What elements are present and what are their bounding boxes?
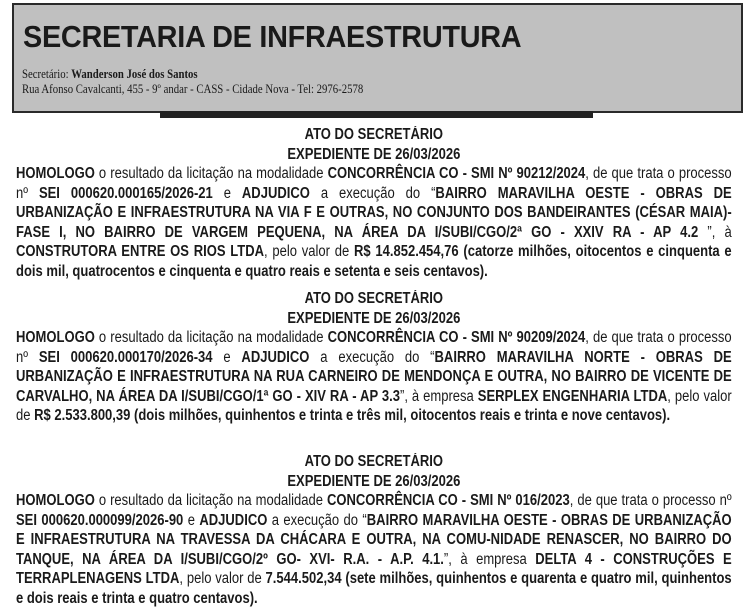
bold-text: SEI 000620.000099/2026-90 (16, 511, 184, 529)
bold-text: HOMOLOGO (16, 329, 95, 346)
text: , de que trata o processo nº (16, 329, 732, 366)
act-date: EXPEDIENTE DE 26/03/2026 (287, 472, 461, 490)
bold-text: CONCORRÊNCIA CO - SMI Nº 90212/2024 (327, 165, 586, 182)
act-body (16, 491, 732, 608)
bold-text: ADJUDICO (199, 511, 268, 529)
bold-text: SERPLEX ENGENHARIA LTDA (477, 387, 668, 405)
bold-text: BAIRRO MARAVILHA NORTE - OBRAS DE URBANIZAÇÃO E INFRAESTRUTURA NA RUA CARNEIRO DE MENDONÇA E OUTRA, NO BAIRRO DE VICENTE DE CARVALHO, NA ÁREA DA I/SUBI/CGO/1ª GO - XIV RA - AP 3.3 (16, 348, 732, 405)
text: , de que trata o processo nº (569, 492, 732, 509)
text: ”, à (698, 223, 732, 241)
text: a execução do “ (309, 184, 436, 202)
text: a execução do “ (309, 348, 435, 366)
text: o resultado da licitação na modalidade (94, 492, 327, 509)
bold-text: BAIRRO MARAVILHA OESTE - OBRAS DE URBANIZAÇÃO E INFRAESTRUTURA NA VIA F E OUTRAS, NO CONJUNTO DOS BANDEIRANTES (CÉSAR MAIA)- FASE I, NO BAIRRO DE VARGEM PEQUENA, NA ÁREA DA I/SUBI/CGO/2ª GO - XXIV RA - AP 4.2 (16, 184, 732, 241)
act-section (16, 125, 732, 281)
act-section (16, 289, 732, 426)
bold-text: DELTA 4 - CONSTRUÇÕES E TERRAPLENAGENS LTDA (16, 550, 732, 587)
bold-text: SEI 000620.000165/2026-21 (38, 184, 213, 202)
secretary-line (22, 67, 363, 82)
text: , de que trata o processo nº (16, 165, 732, 202)
address: Rua Afonso Cavalcanti, 455 - 9º andar - CASS - Cidade Nova - Tel: 2976-2578 (22, 82, 364, 96)
header-meta (22, 67, 363, 97)
text: e (212, 348, 242, 366)
text: o resultado da licitação na modalidade (94, 329, 328, 346)
secretary-name: Wanderson José dos Santos (71, 67, 198, 81)
bold-text: BAIRRO MARAVILHA OESTE - OBRAS DE URBANIZAÇÃO E INFRAESTRUTURA NA TRAVESSA DA CHÁCARA E OUTRA, NA COMU-NIDADE RENASCER, NO BAIRRO DO TANQUE, NA ÁREA DA I/SUBI/CGO/2º GO- XVI- R.A. - A.P. 4.1. (16, 511, 732, 568)
text: , pelo valor de (179, 570, 266, 587)
bold-text: R$ 14.852.454,76 (catorze milhões, oitocentos e cinquenta e dois mil, quatrocentos e cinquenta e quatro reais e setenta e seis centavos). (16, 243, 732, 280)
act-heading: ATO DO SECRETÁRIO (304, 453, 444, 470)
text: ”, à empresa (399, 387, 478, 405)
act-section (16, 452, 732, 608)
act-date: EXPEDIENTE DE 26/03/2026 (287, 309, 461, 327)
act-date: EXPEDIENTE DE 26/03/2026 (287, 145, 461, 163)
bold-text: HOMOLOGO (16, 492, 95, 509)
text: e (212, 184, 242, 202)
bold-text: ADJUDICO (241, 348, 310, 366)
text: o resultado da licitação na modalidade (94, 165, 328, 182)
bold-text: CONCORRÊNCIA CO - SMI Nº 90209/2024 (327, 329, 586, 346)
bold-text: CONCORRÊNCIA CO - SMI Nº 016/2023 (326, 492, 570, 509)
bold-text: 7.544.502,34 (sete milhões, quinhentos e quarenta e quatro mil, quinhentos e dois reais e trinta e quatro centavos). (16, 570, 732, 607)
secretary-label: Secretário: (22, 67, 72, 81)
act-body (16, 328, 732, 426)
text: , pelo valor de (16, 387, 732, 424)
bold-text: CONSTRUTORA ENTRE OS RIOS LTDA (16, 243, 265, 260)
header-shadow-bar (160, 111, 593, 118)
page-title: SECRETARIA DE INFRAESTRUTURA (23, 19, 522, 54)
act-body (16, 164, 732, 281)
header-box (12, 3, 743, 113)
bold-text: R$ 2.533.800,39 (dois milhões, quinhentos e trinta e três mil, oitocentos reais e trinta e nove centavos). (34, 407, 671, 424)
bold-text: ADJUDICO (241, 184, 310, 202)
bold-text: HOMOLOGO (16, 165, 95, 182)
text: ”, à empresa (443, 550, 536, 568)
act-heading: ATO DO SECRETÁRIO (304, 126, 444, 143)
text: a execução do “ (267, 511, 367, 529)
text: e (183, 511, 200, 529)
bold-text: SEI 000620.000170/2026-34 (38, 348, 213, 366)
act-heading: ATO DO SECRETÁRIO (304, 290, 444, 307)
text: , pelo valor de (264, 243, 354, 260)
